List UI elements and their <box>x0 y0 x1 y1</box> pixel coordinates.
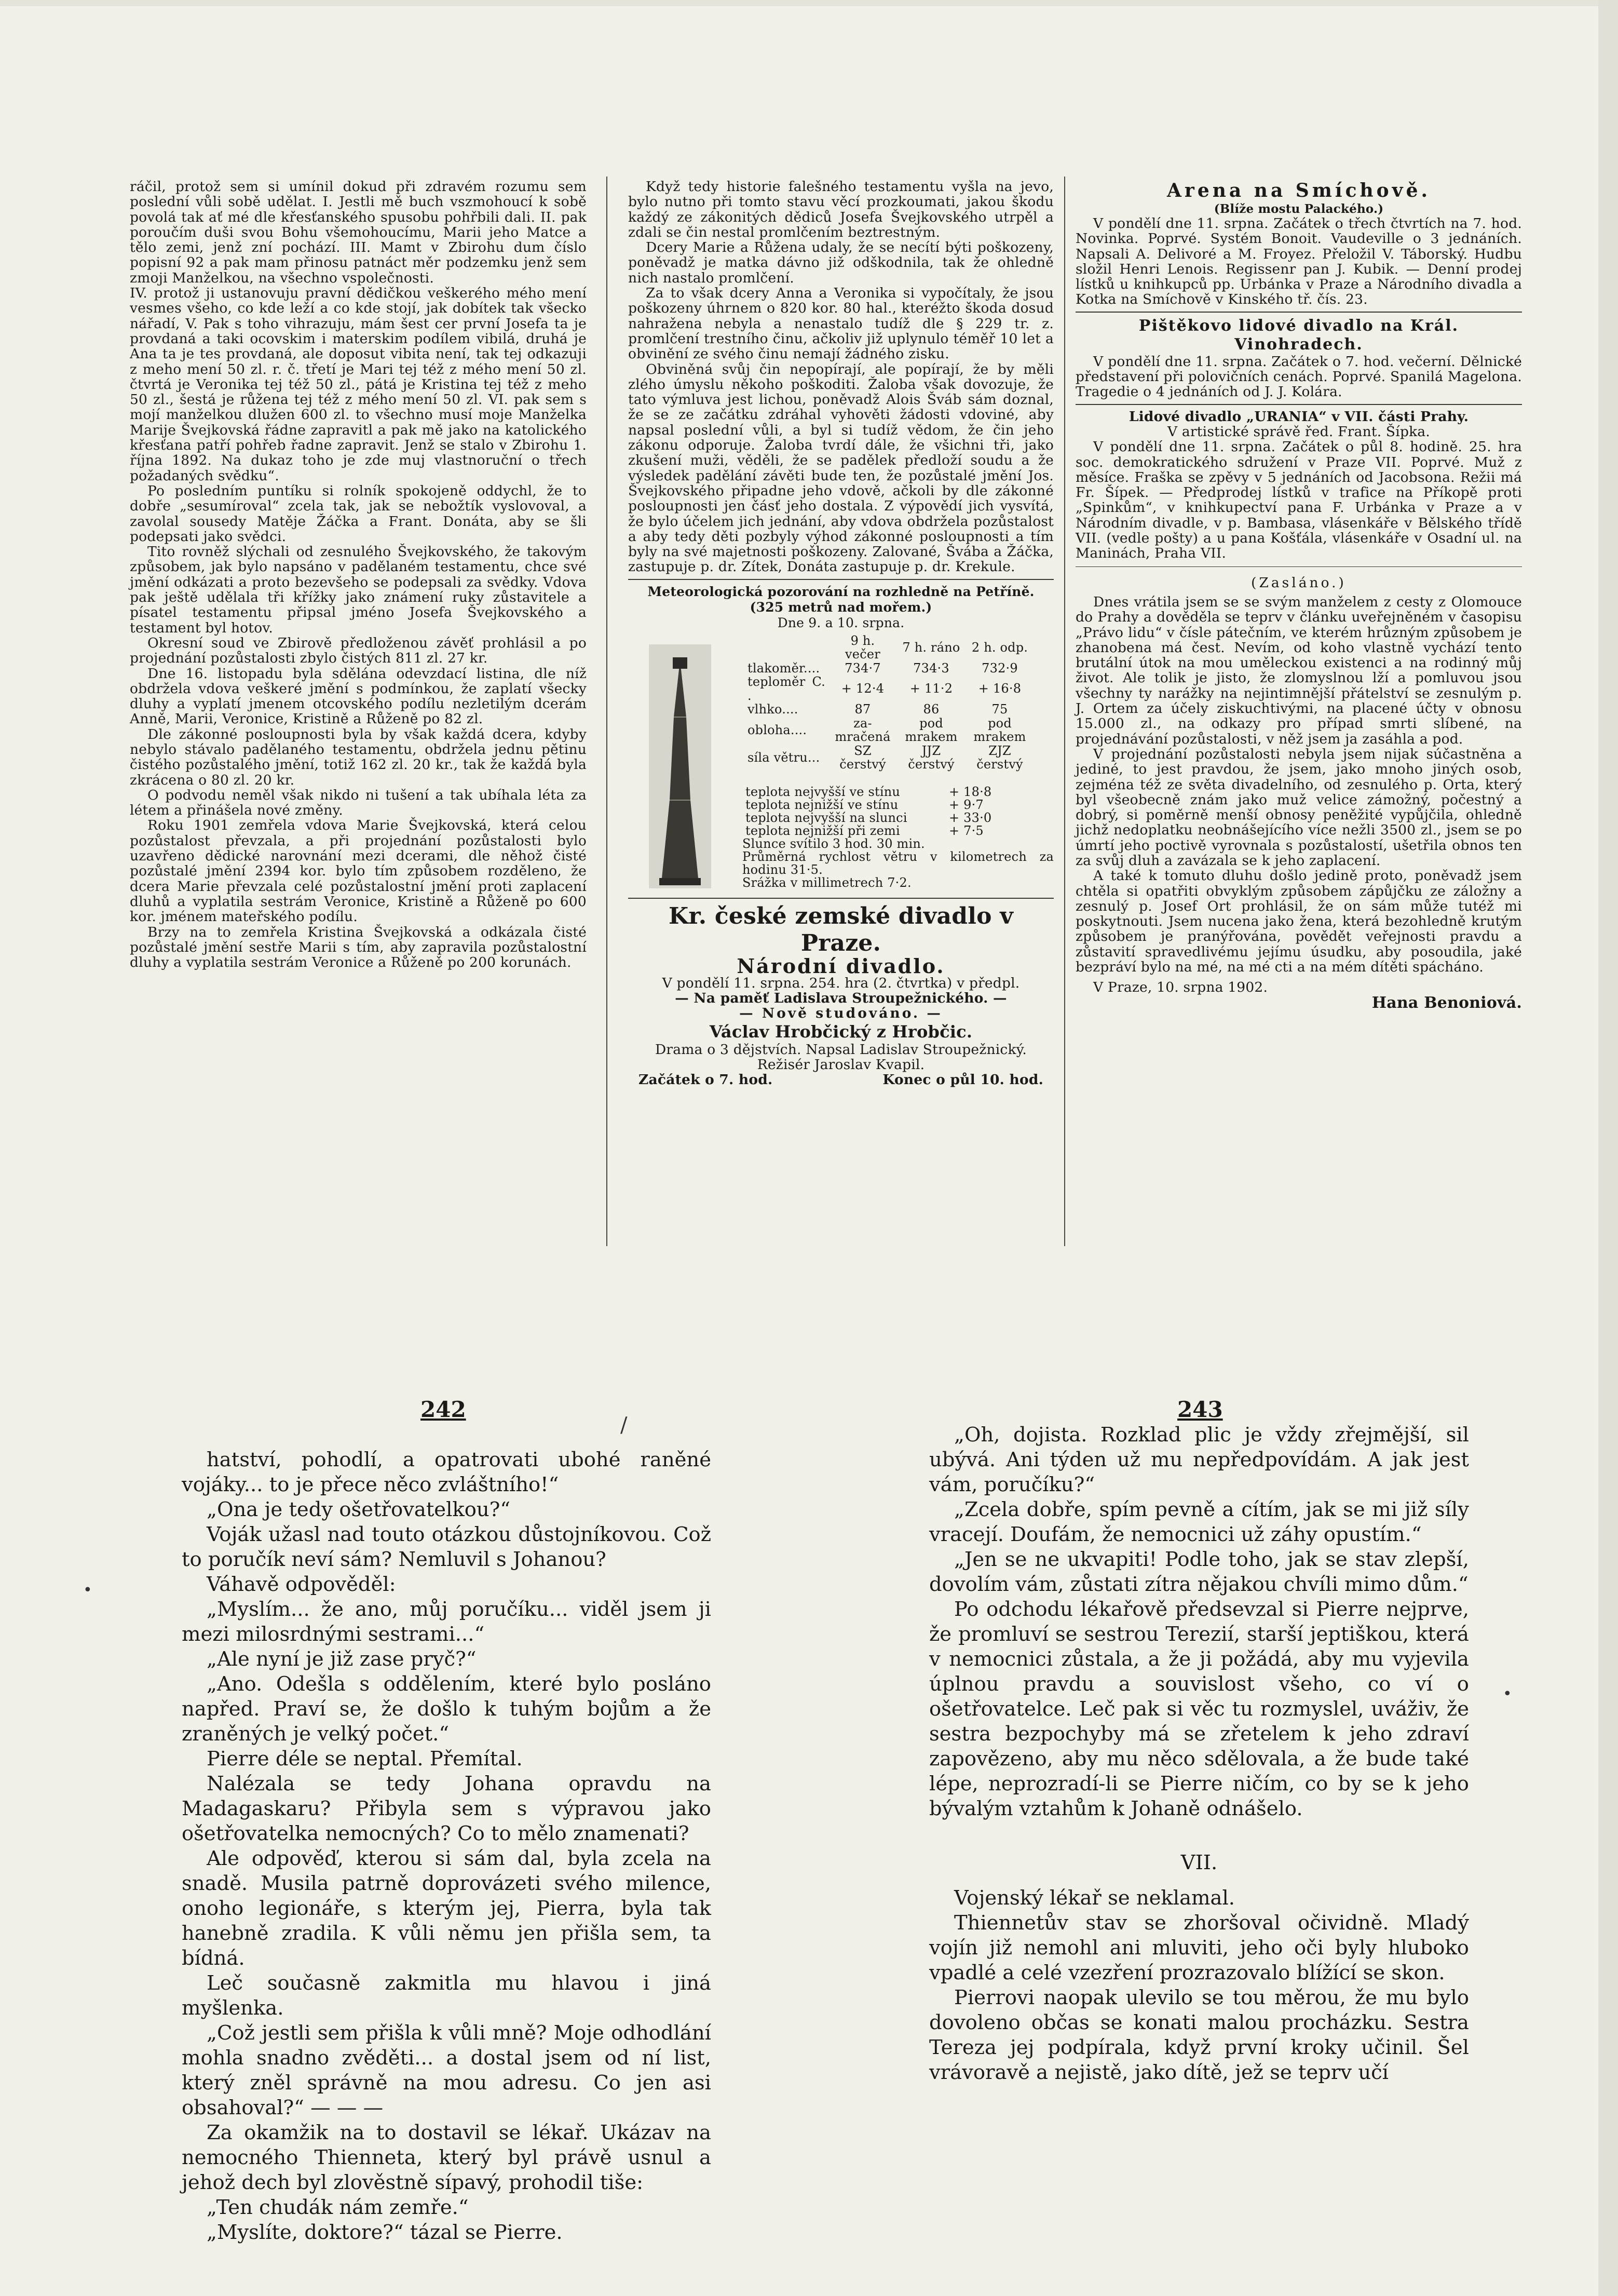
arena-title: Arena na Smíchově. <box>1166 180 1431 201</box>
paragraph: „Myslím... že ano, můj poručíku... viděl jsem ji mezi milosrdnými sestrami...“ <box>182 1598 711 1646</box>
meteo-value: + 12·4 <box>841 681 885 696</box>
paragraph: Pierre déle se neptal. Přemítal. <box>207 1747 523 1771</box>
page-number-left: 242 <box>420 1397 466 1422</box>
meteo-value: 87 <box>854 702 871 717</box>
paragraph: Nalézala se tedy Johana opravdu na Madagaskaru? Přibyla sem s výpravou jako ošetřovatelka nemocných? Co to mělo znamenati? <box>182 1772 711 1845</box>
meteo-extremes <box>742 786 1054 889</box>
urania-text: V pondělí dne 11. srpna. Začátek o půl 8. hodině. 25. hra soc. demokratického sdružení v Praze VII. Poprvé. Muž z měsíce. Fraška se zpěvy v 5 jednáních od Jacobsona. Režii má Fr. Šípek. — Předprodej lístků v trafice na Příkopě proti „Spinkům“, v knihkupectví pana F. Urbánka v Praze a v Národním divadle, v p. Bambasa, vlásenkáře v Bělského třídě VII. (vedle pošty) a u pana Košťála, vlásenkáře v Osadní ul. na Maninách, Praha VII. <box>1076 439 1522 562</box>
paragraph: Brzy na to zemřela Kristina Švejkovská a odkázala čisté pozůstalé jmění sestře Marii s tím, aby zapravila pozůstalostní dluhy a vyplatila sestrám Veronice a Růženě po 200 korunách. <box>130 924 587 971</box>
meteo-value: 734·7 <box>845 660 881 676</box>
paragraph: Tito rovněž slýchali od zesnulého Švejkovského, že takovým způsobem, jak bylo napsáno v padělaném testamentu, chce své jmění odkázati a proto bezevšeho se podepsali za svědky. Vdova pak ještě udělala tři křížky jako známení ruky zůstavitele a písatel testamentu připsal jméno Josefa Švejkovského a testament byl hotov. <box>130 544 587 636</box>
paragraph: „Jen se ne ukvapiti! Podle toho, jak se stav zlepší, dovolím vám, zůstati zítra nějakou chvíli mimo dům.“ <box>929 1548 1469 1596</box>
paragraph: „Oh, dojista. Rozklad plic je vždy zřejmější, sil ubývá. Ani týden už mu nepředpovídám. A jak jest vám, poručíku?“ <box>929 1423 1469 1496</box>
margin-mark: • <box>83 1581 92 1599</box>
meteo-extreme-label: teplota nejvyšší ve stínu <box>745 784 901 799</box>
urania-sub: V artistické správě řed. Frant. Šípka. <box>1167 423 1431 440</box>
meteo-col-header: 9 h. večer <box>845 633 880 662</box>
paragraph: Po posledním puntíku si rolník spokojeně oddychl, že to dobře „sesumíroval“ zcela tak, jak se nebožtík vyslovoval, a zavolal sousedy Matěje Žáčka a Frant. Donáta, aby se šli podepsati jako svědci. <box>130 482 587 545</box>
paragraph: Roku 1901 zemřela vdova Marie Švejkovská, která celou pozůstalost převzala, a při projednání pozůstalosti bylo uzavřeno dědické narovnání mezi dcerami, dle něhož čisté pozůstalé jmění 2394 kor. bylo tím způsobem rozděleno, že dcera Marie převzala celé pozůstalostní jmění proti zaplacení dluhů a vyplatila sestrám Veronice, Kristině a Růženě po 600 kor. jménem mateřského podílu. <box>130 817 587 925</box>
meteo-row <box>638 744 1034 772</box>
paragraph: V projednání pozůstalosti nebyla jsem nijak súčastněna a jediné, to jest pravdou, že jsem, jako mnoho jiných osob, zejména též ze světa divadelního, od zesnulého p. Orta, který byl všeobecně znám jako muž velice zámožný, počestný a dobrý, si poměrně menší obnosy peněžité vypůjčila, ohledně jichž nedoplatku neobnášejícího více nežli 3500 zl., jsem se po úmrtí jeho poctivě vyrovnala s pozůstalostí, ušetřila obnos ten za svůj dluh a zavázala se k jeho zaplacení. <box>1076 746 1522 869</box>
paragraph: A také k tomuto dluhu došlo jedině proto, poněvadž jsem chtěla si opatřiti obvyklým způsobem zápůjčku ze záložny a zesnulý p. Josef Ort prohlásil, že on sám může tutéž mi poskytnouti. Jsem nucena jako žena, která bezohledně krutým způsobem je pranýřována, povědět veřejnosti pravdu a zůstavití spravedlivému jejímu úsudku, aby posoudila, jaké bezpráví bylo na mé, na mé cti a na mém dítěti spácháno. <box>1076 868 1522 976</box>
novel-page-243 <box>929 1423 1469 2085</box>
divider <box>628 579 1054 580</box>
meteo-row <box>638 675 1034 703</box>
meteo-value: JJZ čerstvý <box>908 743 955 772</box>
meteo-extreme-value: + 18·8 <box>949 784 992 799</box>
pistek-title: Pištěkovo lidové divadlo na Král. Vinohradech. <box>1138 316 1459 354</box>
meteo-wind: Průměrná rychlost větru v kilometrech za hodinu 31·5. <box>742 849 1054 877</box>
scan-edge-right <box>1598 0 1618 2296</box>
meteo-title: Meteorologická pozorování na rozhledně na Petříně. <box>647 584 1035 599</box>
paragraph: Voják užasl nad touto otázkou důstojníkovou. Což to poručík neví sám? Nemluvil s Johanou? <box>182 1523 711 1571</box>
meteo-value: 86 <box>923 702 940 717</box>
meteo-col-header: 7 h. ráno <box>902 640 960 655</box>
end-time: Konec o půl 10. hod. <box>882 1072 1043 1088</box>
paragraph: „Ale nyní je již zase pryč?“ <box>207 1647 477 1671</box>
meteo-value: SZ čerstvý <box>839 743 886 772</box>
meteo-row <box>638 717 1034 744</box>
paragraph: „Myslíte, doktore?“ tázal se Pierre. <box>207 2221 563 2244</box>
column-divider <box>1064 177 1065 1246</box>
meteo-extreme-label: teplota nejvyšší na slunci <box>745 810 907 825</box>
meteo-extreme-value: + 7·5 <box>949 823 984 838</box>
paragraph: Když tedy historie falešného testamentu vyšla na jevo, bylo nutno při tomto stavu věcí prozkoumati, jakou škodu každý ze zákonitých dědiců Josefa Švejkovského utrpěl a zdali se čin nestal promlčením beztrestným. <box>628 179 1054 240</box>
margin-mark: • <box>1503 1685 1512 1703</box>
meteo-rain: Srážka v millimetrech 7·2. <box>742 875 912 890</box>
paragraph: Za to však dcery Anna a Veronika si vypočítaly, že jsou poškozeny úhrnem o 820 kor. 80 hal., kteréžto škoda dosud nahražena nebyla a nenastalo tudíž dle § 229 tr. z. promlčení trestního činu, ačkoliv již uplynulo téměř 10 let a obvinění ze svého činu nemají žádného zisku. <box>628 285 1054 362</box>
meteo-extreme-value: + 9·7 <box>949 797 984 812</box>
theatre-line: Drama o 3 dějstvích. Napsal Ladislav Stroupežnický. <box>655 1041 1027 1058</box>
theatre-line: Režisér Jaroslav Kvapil. <box>757 1056 925 1073</box>
paragraph: ráčil, protož sem si umínil dokud při zdravém rozumu sem poslední vůli sobě udělat. I. Jestli mě buch vszmohoucí k sobě povolá tak ať mé dle křesťanského spusobu pohřbili dali. II. pak poroučím duši svou Bohu všemohoucímu, Marii jeho Matce a tělo zemi, jenž zní pochází. III. Mamt v Zbirohu dum číslo popisní 92 a pak mam přinosu patnáct měr podzemku jenž sem zmoji Manželkou, na všechno vspolečnosti. <box>130 179 587 286</box>
paragraph: Okresní soud ve Zbirově předloženou závěť prohlásil a po projednání pozůstalosti zbylo čistých 811 zl. 27 kr. <box>130 634 587 667</box>
column-divider <box>606 177 607 1246</box>
arena-text: V pondělí dne 11. srpna. Začátek o třech čtvrtích na 7. hod. Novinka. Poprvé. Systém Bonoit. Vaudeville o 3 jednáních. Napsali A. Delivoré a M. Froyez. Přeložil V. Táborský. Hudbu složil Henri Lenois. Regissenr pan J. Kubik. — Denní prodej lístků u knihkupců pp. Urbánka v Praze a Národního divadla a Kotka na Smíchově v Kinského tř. čís. 23. <box>1076 215 1522 308</box>
start-time: Začátek o 7. hod. <box>638 1072 773 1088</box>
meteo-label: teploměr C. . <box>747 674 825 703</box>
paragraph: Dcery Marie a Růžena udaly, že se necítí býti poškozeny, poněvadž je matka dávno již odškodnila, tak že ohledně nich nastalo promlčení. <box>628 239 1054 286</box>
meteo-subtitle: (325 metrů nad mořem.) <box>750 599 932 615</box>
paragraph: Dne 16. listopadu byla sdělána odevzdací listina, dle níž obdržela vdova veškeré jmění s podmínkou, že zaplatí všecky dluhy a vyplatí jmenem otcovského podílu nezletilým dcerám Anně, Marii, Veronice, Kristině a Růženě po 82 zl. <box>130 665 587 727</box>
divider <box>1076 312 1522 313</box>
paragraph: Dle zákonné posloupnosti byla by však každá dcera, kdyby nebylo stávalo padělaného testamentu, obdržela jednu pětinu čistého pozůstalého jmění, totiž 162 zl. 20 kr., tak že každá byla zkrácena o 80 zl. 20 kr. <box>130 726 587 788</box>
paragraph: „Což jestli sem přišla k vůli mně? Moje odhodlání mohla snadno zvěděti... a dostal jsem od ní list, který zněl správně na mou adresu. Co jen asi obsahoval?“ — — — <box>182 2021 711 2119</box>
meteo-value: 75 <box>991 702 1008 717</box>
meteo-row <box>638 661 1034 676</box>
meteo-table <box>638 634 1054 772</box>
paragraph: „Zcela dobře, spím pevně a cítím, jak se mi již síly vracejí. Doufám, že nemocnici už záhy opustím.“ <box>929 1498 1469 1546</box>
paragraph: O podvodu neměl však nikdo ni tušení a tak ubíhala léta za létem a přinášela nové změny. <box>130 787 587 819</box>
meteo-row <box>638 703 1034 717</box>
national-theatre-title: Kr. české zemské divadlo v Praze. <box>669 902 1013 956</box>
meteo-label: síla větru... <box>747 750 820 765</box>
meteo-extreme-label: teplota nejnižší při zemi <box>745 823 900 838</box>
scan-edge-top <box>0 0 1618 6</box>
column-testament-cont <box>628 179 1054 1088</box>
meteo-extreme-label: teplota nejnižší ve stínu <box>745 797 899 812</box>
meteo-date: Dne 9. a 10. srpna. <box>777 615 905 630</box>
paragraph: Leč současně zakmitla mu hlavou i jiná myšlenka. <box>182 1971 711 2020</box>
meteo-extreme-value: + 33·0 <box>949 810 992 825</box>
meteo-label: vlhko.... <box>747 702 798 717</box>
urania-title: Lidové divadlo „URANIA“ v VII. části Prahy. <box>1128 408 1469 425</box>
meteo-value: 734·3 <box>913 660 949 676</box>
paragraph: Obviněná svůj čin nepopírají, ale popírají, že by měli zlého úmyslu někoho poškoditi. Žaloba však dovozuje, že tato výmluva jest lichou, poněvadž Alois Šváb sám doznal, že se ze začátku zdráhal vyhověti žádosti vdoviné, aby napsal poslední vůli, a byl si tudíž vědom, že čin jeho zákonu odporuje. Žaloba tvrdí dále, že všichni tři, jako zkušení muži, věděli, že se padělek předloží soudu a že výsledek padělání závěti bude ten, že pozůstalé jmění Jos. Švejkovského připadne jeho vdově, ačkoli by dle zákonné posloupnosti jen čásť jeho dostala. Z výpovědí jich vysvítá, že bylo účelem jich jednání, aby vdova obdržela pozůstalost a aby tedy děti pozbyly výhod zákonné posloupnosti a tím byly na své majetnosti poškozeny. Zalované, Švába a Žáčka, zastupuje p. dr. Zítek, Donáta zastupuje p. dr. Krekule. <box>628 361 1054 575</box>
pen-mark: / <box>620 1413 628 1437</box>
meteo-value: + 11·2 <box>909 681 953 696</box>
paragraph: „Ano. Odešla s oddělením, které bylo posláno napřed. Praví se, že došlo k tuhým bojům a že zraněných je velký počet.“ <box>182 1672 711 1746</box>
meteo-value: pod mrakem <box>905 715 958 745</box>
paragraph: Thiennetův stav se zhoršoval očividně. Mladý vojín již nemohl ani mluviti, jeho oči byly hluboko vpadlé a celé vzezření prozrazovalo blížící se skon. <box>929 1911 1469 1984</box>
novel-page-242 <box>182 1448 711 2245</box>
meteo-header-row <box>638 634 1034 661</box>
arena-subtitle: (Blíže mostu Palackého.) <box>1214 202 1384 216</box>
divider <box>628 898 1054 899</box>
meteo-sunshine: Slunce svítilo 3 hod. 30 min. <box>742 836 925 851</box>
pistek-text: V pondělí dne 11. srpna. Začátek o 7. hod. večerní. Dělnické představení při polovičních cenách. Poprvé. Spanilá Magelona. Tragedie o 4 jednáních od J. J. Kolára. <box>1076 353 1522 400</box>
meteo-value: ZJZ čerstvý <box>976 743 1023 772</box>
meteo-value: + 16·8 <box>978 681 1022 696</box>
paragraph: IV. protož ji ustanovuju pravní dědičkou veškerého mého mení vesmes všeho, co kde leží a co kde stojí, jak dobítek tak všecko nářadí, V. Pak s toho vihrazuju, mám šest cer první Josefa ta je provdaná a taki ocovskim i materskim podílem vibilá, druhá je Ana ta je tes provdaná, ale doposut vibita není, tak tej odkazuji z meho mení 50 zl. r. č. třetí je Mari tej též z mého mení 50 zl. čtvrtá je Veronika tej též 50 zl., pátá je Kristina tej též z meho 50 zl., šestá je růžena tej též z mého mení 50 zl. VI. pak sem s mojí manželkou dlužen 600 zl. to všechno musí moje Manželka Marije Švejkovská řádne zapravitl a pak mě jako na katolického křesťana patří pohřeb řadne zapravit. Jenž se stalo v Zbirohu 1. října 1892. Na dukaz toho je zde muj vlastnoruční o třech požadaných svědku“. <box>130 285 587 484</box>
theatre-line: — Na paměť Ladislava Stroupežnického. — <box>675 990 1007 1007</box>
paragraph: Ale odpověď, kterou si sám dal, byla zcela na snadě. Musila patrně doprovázeti svého milence, onoho legionáře, s kterým jej, Pierra, byla tak hanebně zradila. K vůli němu jen přišla sem, ta bídná. <box>182 1847 711 1970</box>
paragraph: Vojenský lékař se neklamal. <box>954 1886 1235 1910</box>
paragraph: Dnes vrátila jsem se se svým manželem z cesty z Olomouce do Prahy a dověděla se teprv v článku uveřejněném v časopisu „Právo lidu“ v čísle pátečním, ve kterém hrůzným způsobem je zhanobena má čest. Nevím, od koho vlastně vychází tento brutální útok na mou uměleckou existenci a na rodinný můj život. Ale tolik je jisto, že zlomyslnou lží a pomluvou jsou všechny ty narážky na nejintimnější přátelství se zesnulým p. J. Ortem za účely ziskuchtivými, na placené účty v obnosu 15.000 zl., na odkazy pro případ smrti slíbené, na projednávání pozůstalosti, v něž jsem ja zasáhla a pod. <box>1076 593 1522 747</box>
meteo-value: za- mračená <box>835 715 891 745</box>
column-testament <box>130 179 587 970</box>
paragraph: „Ten chudák nám zemře.“ <box>207 2196 469 2219</box>
divider <box>1076 404 1522 405</box>
zaslano-heading: (Zasláno.) <box>1251 574 1347 591</box>
meteo-block <box>628 634 1054 894</box>
divider <box>1076 566 1522 567</box>
meteo-value: 732·9 <box>982 660 1018 676</box>
meteo-col-header: 2 h. odp. <box>971 640 1028 655</box>
signature: Hana Benoniová. <box>1371 993 1522 1012</box>
paragraph: „Ona je tedy ošetřovatelkou?“ <box>207 1498 511 1521</box>
theatre-times <box>628 1072 1054 1087</box>
theatre-line: — Nově studováno. — <box>739 1005 943 1022</box>
theatre-line: V pondělí 11. srpna. 254. hra (2. čtvrtka) v předpl. <box>662 975 1020 991</box>
paragraph: Po odchodu lékařově předsevzal si Pierre nejprve, že promluví se sestrou Terezií, starší jeptiškou, která v nemocnici zůstala, a že ji požádá, aby mu vyjevila úplnou pravdu a souvislost všeho, co ví o ošetřovatelce. Leč pak si věc tu rozmyslel, uváživ, že sestra bezpochyby má se zřetelem k jeho zdraví zapovězeno, aby mu něco sdělovala, a že bude také lépe, neprozradí-li se Pierre ničím, co by se k jeho bývalým vztahům k Johaně odnášelo. <box>929 1598 1469 1820</box>
meteo-value: pod mrakem <box>973 715 1026 745</box>
play-title: Václav Hrobčický z Hrobčic. <box>709 1021 973 1042</box>
paragraph: Pierrovi naopak ulevilo se tou měrou, že mu bylo dovoleno občas se konati malou procházku. Sestra Tereza jej podpírala, když první kroky učinil. Šel vrávoravě a nejistě, jako dítě, jež se teprv učí <box>929 1986 1469 2084</box>
paragraph: Za okamžik na to dostavil se lékař. Ukázav na nemocného Thienneta, který byl právě usnul a jehož dech byl zlověstně sípavý, prohodil tiše: <box>182 2121 711 2194</box>
paragraph: hatství, pohodlí, a opatrovati ubohé raněné vojáky... to je přece něco zvláštního!“ <box>182 1448 711 1496</box>
column-theatres <box>1076 179 1522 1010</box>
chapter-heading: VII. <box>1180 1851 1218 1874</box>
paragraph: Váhavě odpověděl: <box>207 1573 396 1596</box>
meteo-label: obloha.... <box>747 722 807 737</box>
page-number-right: 243 <box>1177 1397 1223 1422</box>
national-theatre-sub: Národní divadlo. <box>737 954 945 978</box>
place-date: V Praze, 10. srpna 1902. <box>1093 979 1268 996</box>
meteo-label: tlakoměr.... <box>747 660 820 676</box>
